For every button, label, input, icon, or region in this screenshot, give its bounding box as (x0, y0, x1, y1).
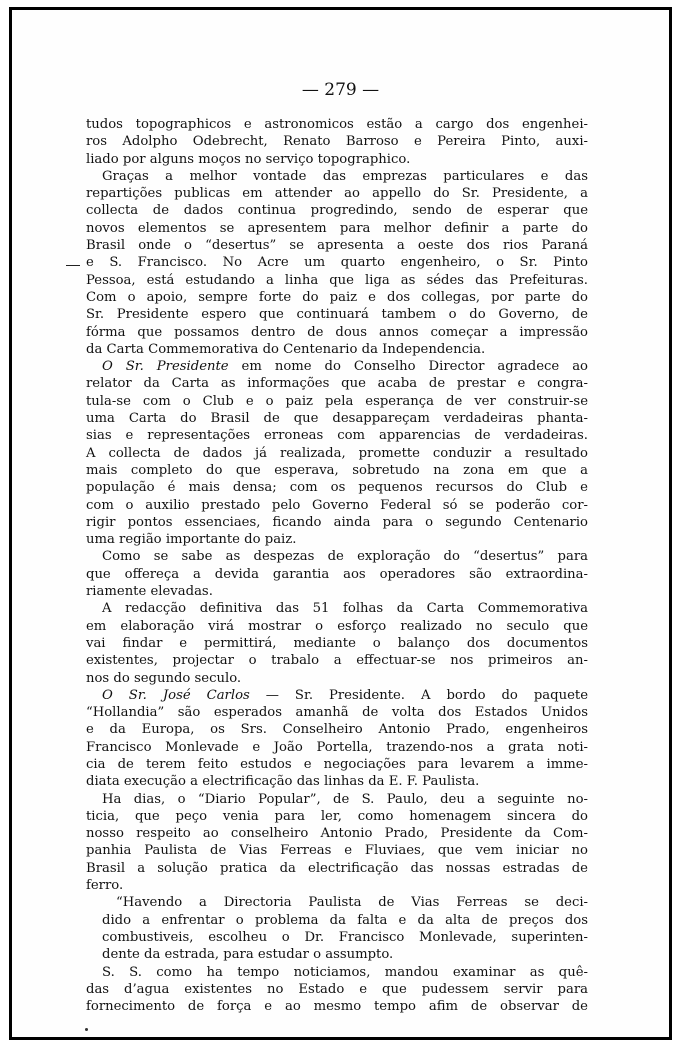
text-line: Ha dias, o “Diario Popular”, de S. Paulo, deu a seguinte no- (102, 791, 588, 807)
text-line: da Carta Commemorativa do Centenario da Independencia. (86, 341, 486, 357)
text-line: ferro. (86, 878, 124, 894)
text-line: fórma que possamos dentro de dous annos começar a impressão (86, 324, 588, 340)
margin-mark (66, 265, 80, 266)
text-line: relator da Carta as informações que acaba de prestar e congra- (86, 376, 588, 392)
text-line: S. S. como ha tempo noticiamos, mandou examinar as quê- (102, 964, 588, 980)
text-line: Francisco Monlevade e João Portella, trazendo-nos a grata noti- (86, 739, 588, 755)
text-line: O Sr. Presidente em nome do Conselho Director agradece ao (102, 359, 588, 375)
margin-dot (85, 1028, 88, 1031)
text-line: Brasil onde o “desertus” se apresenta a oeste dos rios Paraná (86, 238, 588, 254)
text-line: rigir pontos essenciaes, ficando ainda para o segundo Centenario (86, 514, 588, 530)
text-line: uma região importante do paiz. (86, 532, 297, 548)
text-line: nos do segundo seculo. (86, 670, 242, 686)
text-line: Como se sabe as despezas de exploração do “desertus” para (102, 549, 588, 565)
text-line: dente da estrada, para estudar o assumpto. (102, 947, 394, 963)
body-text (86, 116, 588, 1015)
text-line: novos elementos se apresentem para melhor definir a parte do (86, 220, 588, 236)
text-line: tula-se com o Club e o paiz pela esperança de ver construir-se (86, 393, 588, 409)
text-line: tudos topographicos e astronomicos estão a cargo dos engenhei- (86, 117, 588, 132)
text-line: “Hollandia” são esperados amanhã de volta dos Estados Unidos (86, 705, 588, 721)
page-number: — 279 — (301, 80, 380, 100)
text-line: vai findar e permittirá, mediante o balanço dos documentos (86, 635, 588, 651)
text-line: população é mais densa; com os pequenos recursos do Club e (86, 480, 588, 496)
text-line: “Havendo a Directoria Paulista de Vias Ferreas se deci- (116, 895, 588, 911)
text-line: Graças a melhor vontade das emprezas particulares e das (102, 168, 588, 184)
text-line: ros Adolpho Odebrecht, Renato Barroso e Pereira Pinto, auxi- (86, 134, 588, 150)
text-line: A collecta de dados já realizada, promette conduzir a resultado (86, 445, 588, 461)
text-line: Brasil a solução pratica da electrificação das nossas estradas de (86, 860, 588, 876)
text-line: A redacção definitiva das 51 folhas da Carta Commemorativa (102, 601, 588, 617)
text-line: fornecimento de força e ao mesmo tempo afim de observar de (86, 999, 588, 1015)
text-line: com o auxilio prestado pelo Governo Federal só se poderão cor- (86, 497, 588, 513)
text-line: panhia Paulista de Vias Ferreas e Fluviaes, que vem iniciar no (86, 843, 588, 859)
text-line: mais completo do que esperava, sobretudo na zona em que a (86, 462, 588, 478)
text-line: Com o apoio, sempre forte do paiz e dos collegas, por parte do (86, 289, 588, 305)
text-line: uma Carta do Brasil de que desappareçam verdadeiras phanta- (86, 411, 588, 427)
text-line: repartições publicas em attender ao appello do Sr. Presidente, a (86, 186, 588, 202)
text-line: das d’agua existentes no Estado e que pudessem servir para (86, 981, 588, 997)
text-line: Sr. Presidente espero que continuará tambem o do Governo, de (86, 307, 588, 323)
text-line: dido a enfrentar o problema da falta e da alta de preços dos (102, 912, 588, 928)
text-line: combustiveis, escolheu o Dr. Francisco Monlevade, superinten- (102, 929, 588, 945)
text-line: collecta de dados continua progredindo, sendo de esperar que (86, 203, 588, 219)
text-line: diata execução a electrificação das linhas da E. F. Paulista. (86, 774, 480, 790)
text-line: ticia, que peço venia para ler, como homenagem sincera do (86, 808, 588, 824)
text-line: sias e representações erroneas com apparencias de verdadeiras. (86, 428, 588, 444)
text-line: que offereça a devida garantia aos operadores são extraordina- (86, 566, 588, 582)
text-line: riamente elevadas. (86, 584, 213, 600)
text-line: cia de terem feito estudos e negociações para levarem a imme- (86, 756, 588, 772)
text-line: e S. Francisco. No Acre um quarto engenheiro, o Sr. Pinto (86, 255, 588, 271)
text-line: nosso respeito ao conselheiro Antonio Prado, Presidente da Com- (86, 826, 588, 842)
text-line: O Sr. José Carlos — Sr. Presidente. A bordo do paquete (102, 687, 588, 703)
text-line: existentes, projectar o trabalo a effectuar-se nos primeiros an- (86, 653, 588, 669)
text-line: liado por alguns moços no serviço topographico. (86, 151, 411, 167)
text-line: em elaboração virá mostrar o esforço realizado no seculo que (86, 618, 588, 634)
text-line: e da Europa, os Srs. Conselheiro Antonio Prado, engenheiros (86, 722, 588, 738)
text-line: Pessoa, está estudando a linha que liga as sédes das Prefeituras. (86, 272, 588, 288)
